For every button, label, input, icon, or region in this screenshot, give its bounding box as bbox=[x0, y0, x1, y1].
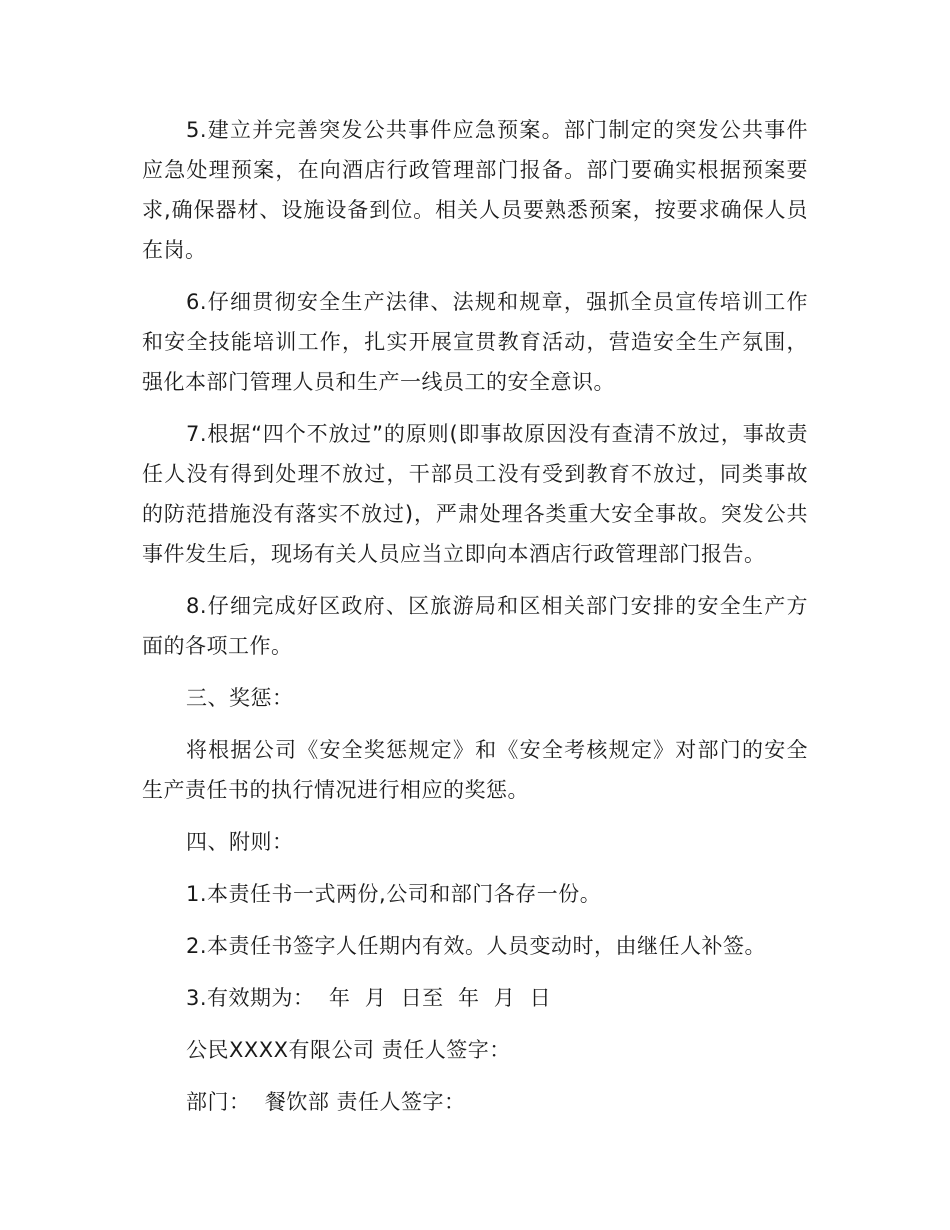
paragraph-item-6: 6.仔细贯彻安全生产法律、法规和规章，强抓全员宣传培训工作和安全技能培训工作，扎实开展宣贯教育活动，营造安全生产氛围，强化本部门管理人员和生产一线员工的安全意识。 bbox=[142, 290, 808, 394]
supplementary-item-1: 1.本责任书一式两份,公司和部门各存一份。 bbox=[186, 882, 602, 906]
paragraph-item-8: 8.仔细完成好区政府、区旅游局和区相关部门安排的安全生产方面的各项工作。 bbox=[142, 594, 808, 658]
document-body bbox=[142, 110, 808, 1122]
paragraph-item-5: 5.建立并完善突发公共事件应急预案。部门制定的突发公共事件应急处理预案，在向酒店行政管理部门报备。部门要确实根据预案要求,确保器材、设施设备到位。相关人员要熟悉预案，按要求确保人员在岗。 bbox=[142, 118, 808, 262]
section-heading-supplementary: 四、附则： bbox=[186, 830, 294, 854]
rewards-paragraph: 将根据公司《安全奖惩规定》和《安全考核规定》对部门的安全生产责任书的执行情况进行相应的奖惩。 bbox=[142, 738, 808, 802]
paragraph-item-7: 7.根据“四个不放过”的原则(即事故原因没有查清不放过，事故责任人没有得到处理不放过，干部员工没有受到教育不放过，同类事故的防范措施没有落实不放过)，严肃处理各类重大安全事故。突发公共事件发生后，现场有关人员应当立即向本酒店行政管理部门报告。 bbox=[142, 422, 808, 566]
supplementary-item-2: 2.本责任书签字人任期内有效。人员变动时，由继任人补签。 bbox=[186, 934, 767, 958]
section-heading-rewards: 三、奖惩： bbox=[186, 686, 294, 710]
department-signature-line: 部门： 餐饮部 责任人签字： bbox=[186, 1090, 466, 1114]
validity-period: 3.有效期为： 年 月 日至 年 月 日 bbox=[186, 986, 552, 1010]
company-signature-line: 公民XXXX有限公司 责任人签字： bbox=[186, 1038, 511, 1062]
